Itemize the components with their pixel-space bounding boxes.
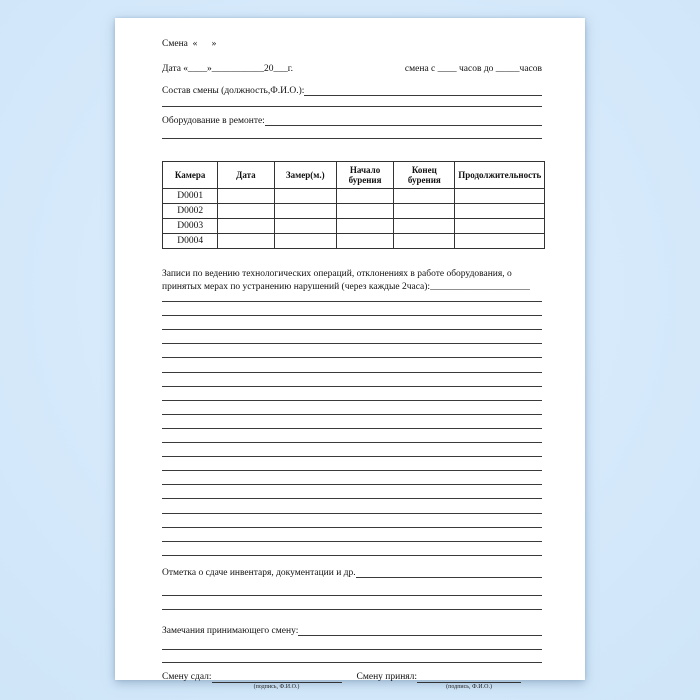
table-empty-cell[interactable] — [394, 204, 455, 219]
table-empty-cell[interactable] — [218, 219, 274, 234]
blank-line[interactable] — [162, 97, 542, 107]
blank-line[interactable] — [162, 542, 542, 556]
blank-line[interactable] — [162, 129, 542, 139]
table-empty-cell[interactable] — [274, 234, 336, 249]
table-empty-cell[interactable] — [218, 189, 274, 204]
crew-label: Состав смены (должность,Ф.И.О.): — [162, 86, 305, 96]
table-empty-cell[interactable] — [455, 219, 545, 234]
table-empty-cell[interactable] — [394, 189, 455, 204]
blank-line[interactable] — [162, 302, 542, 316]
crew-fill-field[interactable] — [304, 95, 542, 96]
table-header-cell: Камера — [163, 162, 218, 189]
table-row — [163, 219, 545, 234]
shift-number-line: Смена « » — [162, 39, 217, 49]
table-empty-cell[interactable] — [274, 189, 336, 204]
blank-line[interactable] — [162, 344, 542, 358]
table-empty-cell[interactable] — [455, 189, 545, 204]
table-empty-cell[interactable] — [274, 204, 336, 219]
inventory-row — [162, 567, 542, 579]
blank-line[interactable] — [162, 637, 542, 650]
camera-id-cell: D0001 — [163, 189, 218, 204]
table-header-cell: Начало бурения — [336, 162, 393, 189]
date-row — [162, 63, 542, 75]
records-label: Записи по ведению технологических операций, отклонениях в работе оборудования, о принятых мерах по устранению нарушений (через каждые 2часа): — [162, 269, 512, 292]
remarks-label: Замечания принимающего смену: — [162, 625, 299, 636]
signature-row — [162, 671, 542, 691]
equipment-label: Оборудование в ремонте: — [162, 116, 265, 126]
camera-table-body — [163, 189, 545, 249]
table-empty-cell[interactable] — [336, 189, 393, 204]
table-empty-cell[interactable] — [218, 204, 274, 219]
blank-line[interactable] — [162, 457, 542, 471]
remarks-fill-field[interactable] — [298, 635, 542, 636]
crew-row — [162, 85, 542, 97]
blank-line[interactable] — [162, 650, 542, 663]
camera-table — [162, 161, 545, 249]
blank-line[interactable] — [162, 485, 542, 499]
signature-line[interactable] — [212, 671, 342, 683]
equipment-fill-field[interactable] — [265, 125, 542, 126]
equipment-row — [162, 115, 542, 127]
signature-line[interactable] — [417, 671, 521, 683]
signature-caption: (подпись, Ф.И.О.) — [446, 683, 492, 690]
table-empty-cell[interactable] — [336, 204, 393, 219]
table-empty-cell[interactable] — [218, 234, 274, 249]
signature-caption: (подпись, Ф.И.О.) — [253, 683, 300, 690]
records-fill-field[interactable]: _____________________ — [430, 282, 530, 292]
accepted-label: Смену принял: — [356, 671, 418, 682]
table-empty-cell[interactable] — [455, 234, 545, 249]
date-line: Дата «____»___________20___г. — [162, 64, 294, 74]
table-row — [163, 189, 545, 204]
blank-line[interactable] — [162, 358, 542, 372]
camera-id-cell: D0002 — [163, 204, 218, 219]
blank-line[interactable] — [162, 316, 542, 330]
blank-line[interactable] — [162, 528, 542, 542]
blank-line[interactable] — [162, 582, 542, 596]
table-empty-cell[interactable] — [455, 204, 545, 219]
table-empty-cell[interactable] — [394, 219, 455, 234]
camera-table-header-row — [163, 162, 545, 189]
table-header-cell: Замер(м.) — [274, 162, 336, 189]
handed-over-label: Смену сдал: — [162, 671, 212, 682]
accepted-signature-block — [417, 671, 521, 691]
handed-over-signature-block — [212, 671, 342, 691]
camera-id-cell: D0004 — [163, 234, 218, 249]
remarks-row — [162, 625, 542, 637]
camera-id-cell: D0003 — [163, 219, 218, 234]
blank-line[interactable] — [162, 596, 542, 610]
blank-line[interactable] — [162, 429, 542, 443]
remarks-blank-lines — [162, 637, 542, 663]
inventory-blank-lines — [162, 582, 542, 610]
inventory-label: Отметка о сдаче инвентаря, документации и др. — [162, 567, 356, 578]
table-row — [163, 234, 545, 249]
table-empty-cell[interactable] — [394, 234, 455, 249]
table-row — [163, 204, 545, 219]
blank-line[interactable] — [162, 373, 542, 387]
table-empty-cell[interactable] — [274, 219, 336, 234]
table-header-cell: Дата — [218, 162, 274, 189]
blank-line[interactable] — [162, 499, 542, 513]
blank-line[interactable] — [162, 330, 542, 344]
table-header-cell: Конец бурения — [394, 162, 455, 189]
records-blank-lines — [162, 288, 542, 556]
table-empty-cell[interactable] — [336, 234, 393, 249]
blank-line[interactable] — [162, 514, 542, 528]
table-empty-cell[interactable] — [336, 219, 393, 234]
inventory-fill-field[interactable] — [356, 577, 542, 578]
records-paragraph — [162, 268, 542, 294]
document-page — [115, 18, 585, 690]
table-header-cell: Продолжительность — [455, 162, 545, 189]
form-content — [162, 18, 542, 691]
blank-line[interactable] — [162, 387, 542, 401]
shift-hours-line: смена с ____ часов до _____часов — [404, 64, 542, 74]
blank-line[interactable] — [162, 401, 542, 415]
blank-line[interactable] — [162, 415, 542, 429]
blank-line[interactable] — [162, 443, 542, 457]
blank-line[interactable] — [162, 471, 542, 485]
